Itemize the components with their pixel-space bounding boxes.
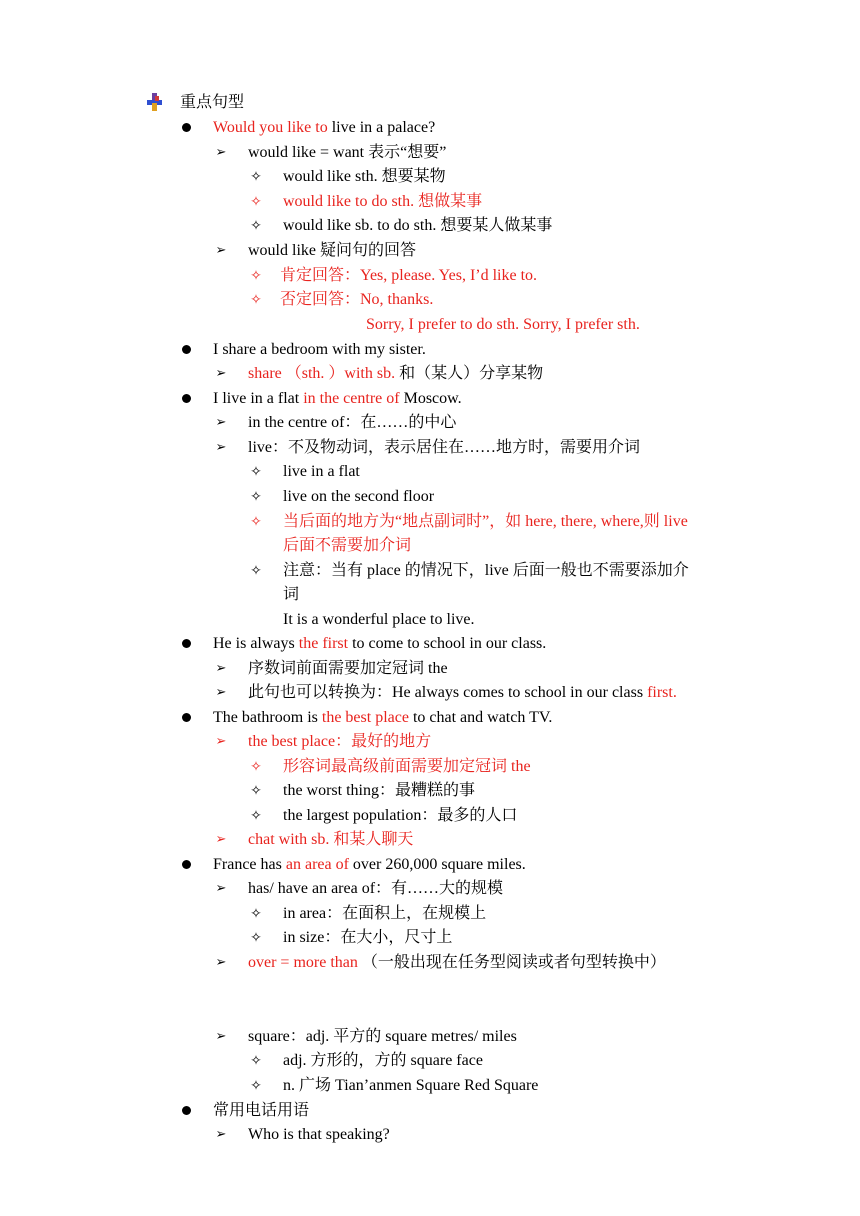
note-line: would like sth. 想要某物 [283, 168, 446, 185]
diamond-icon: ✧ [250, 268, 262, 284]
sentence-4: He is always the first to come to school in our class. [213, 635, 547, 652]
bullet-dot [176, 634, 196, 654]
arrow-icon: ➢ [215, 685, 227, 700]
note-line: live on the second floor [283, 488, 435, 505]
note-line: share （sth. ）with sb. 和（某人）分享某物 [248, 365, 544, 382]
note-line: 序数词前面需要加定冠词 the [248, 660, 448, 677]
note-line: Sorry, I prefer to do sth. Sorry, I prefer sth. [366, 316, 640, 333]
note-line: would like = want 表示“想要” [248, 144, 447, 161]
arrow-icon: ➢ [215, 243, 227, 258]
diamond-icon: ✧ [250, 1078, 262, 1094]
diamond-icon: ✧ [250, 489, 262, 505]
note-line: Who is that speaking? [248, 1126, 390, 1143]
diamond-icon: ✧ [250, 563, 262, 579]
sentence-1: Would you like to live in a palace? [213, 119, 436, 136]
bullet-dot [176, 855, 196, 875]
diamond-icon: ✧ [250, 808, 262, 824]
heading-icon [146, 93, 164, 111]
note-line: has/ have an area of：有……大的规模 [248, 880, 504, 897]
note-line: over = more than （一般出现在任务型阅读或者句型转换中） [248, 954, 666, 971]
arrow-icon: ➢ [215, 1127, 227, 1142]
diamond-icon: ✧ [250, 906, 262, 922]
bullet-dot [176, 389, 196, 409]
diamond-icon: ✧ [250, 218, 262, 234]
note-line: live：不及物动词，表示居住在……地方时，需要用介词 [248, 439, 640, 456]
note-line: n. 广场 Tian’anmen Square Red Square [283, 1077, 539, 1094]
arrow-icon: ➢ [215, 366, 227, 381]
note-line: would like 疑问句的回答 [248, 242, 416, 259]
arrow-icon: ➢ [215, 734, 227, 749]
diamond-icon: ✧ [250, 514, 262, 530]
note-line: adj. 方形的，方的 square face [283, 1052, 483, 1069]
bullet-dot [176, 1101, 196, 1121]
diamond-icon: ✧ [250, 169, 262, 185]
diamond-icon: ✧ [250, 1053, 262, 1069]
arrow-icon: ➢ [215, 440, 227, 455]
note-line: square：adj. 平方的 square metres/ miles [248, 1028, 517, 1045]
diamond-icon: ✧ [250, 759, 262, 775]
note-line: 否定回答：No, thanks. [280, 291, 434, 308]
sentence-3: I live in a flat in the centre of Moscow. [213, 390, 462, 407]
sentence-5: The bathroom is the best place to chat and watch TV. [213, 709, 553, 726]
note-line: 形容词最高级前面需要加定冠词 the [283, 758, 531, 775]
note-line: 词 [283, 586, 300, 603]
arrow-icon: ➢ [215, 145, 227, 160]
diamond-icon: ✧ [250, 783, 262, 799]
arrow-icon: ➢ [215, 832, 227, 847]
sentence-6: France has an area of over 260,000 square miles. [213, 856, 526, 873]
note-line: in size：在大小，尺寸上 [283, 929, 453, 946]
note-line: 后面不需要加介词 [283, 537, 412, 554]
arrow-icon: ➢ [215, 881, 227, 896]
note-line: 注意：当有 place 的情况下，live 后面一般也不需要添加介 [283, 562, 689, 579]
note-line: 肯定回答：Yes, please. Yes, I’d like to. [280, 267, 538, 284]
bullet-dot [176, 118, 196, 138]
diamond-icon: ✧ [250, 930, 262, 946]
sentence-7: 常用电话用语 [213, 1102, 310, 1119]
arrow-icon: ➢ [215, 1029, 227, 1044]
note-line: live in a flat [283, 463, 360, 480]
note-line: the best place：最好的地方 [248, 733, 432, 750]
note-line: 当后面的地方为“地点副词时”，如 here, there, where,则 live [283, 513, 688, 530]
arrow-icon: ➢ [215, 661, 227, 676]
note-line: It is a wonderful place to live. [283, 611, 475, 628]
bullet-dot [176, 708, 196, 728]
page-title: 重点句型 [180, 94, 245, 111]
note-line: would like sb. to do sth. 想要某人做某事 [283, 217, 553, 234]
bullet-dot [176, 340, 196, 360]
note-line: chat with sb. 和某人聊天 [248, 831, 414, 848]
diamond-icon: ✧ [250, 194, 262, 210]
note-line: in area：在面积上，在规模上 [283, 905, 487, 922]
note-line: would like to do sth. 想做某事 [283, 193, 483, 210]
arrow-icon: ➢ [215, 415, 227, 430]
note-line: in the centre of：在……的中心 [248, 414, 457, 431]
diamond-icon: ✧ [250, 464, 262, 480]
diamond-icon: ✧ [250, 292, 262, 308]
note-line: the largest population：最多的人口 [283, 807, 518, 824]
note-line: the worst thing：最糟糕的事 [283, 782, 475, 799]
arrow-icon: ➢ [215, 955, 227, 970]
sentence-2: I share a bedroom with my sister. [213, 341, 426, 358]
note-line: 此句也可以转换为：He always comes to school in our class first. [248, 684, 677, 701]
